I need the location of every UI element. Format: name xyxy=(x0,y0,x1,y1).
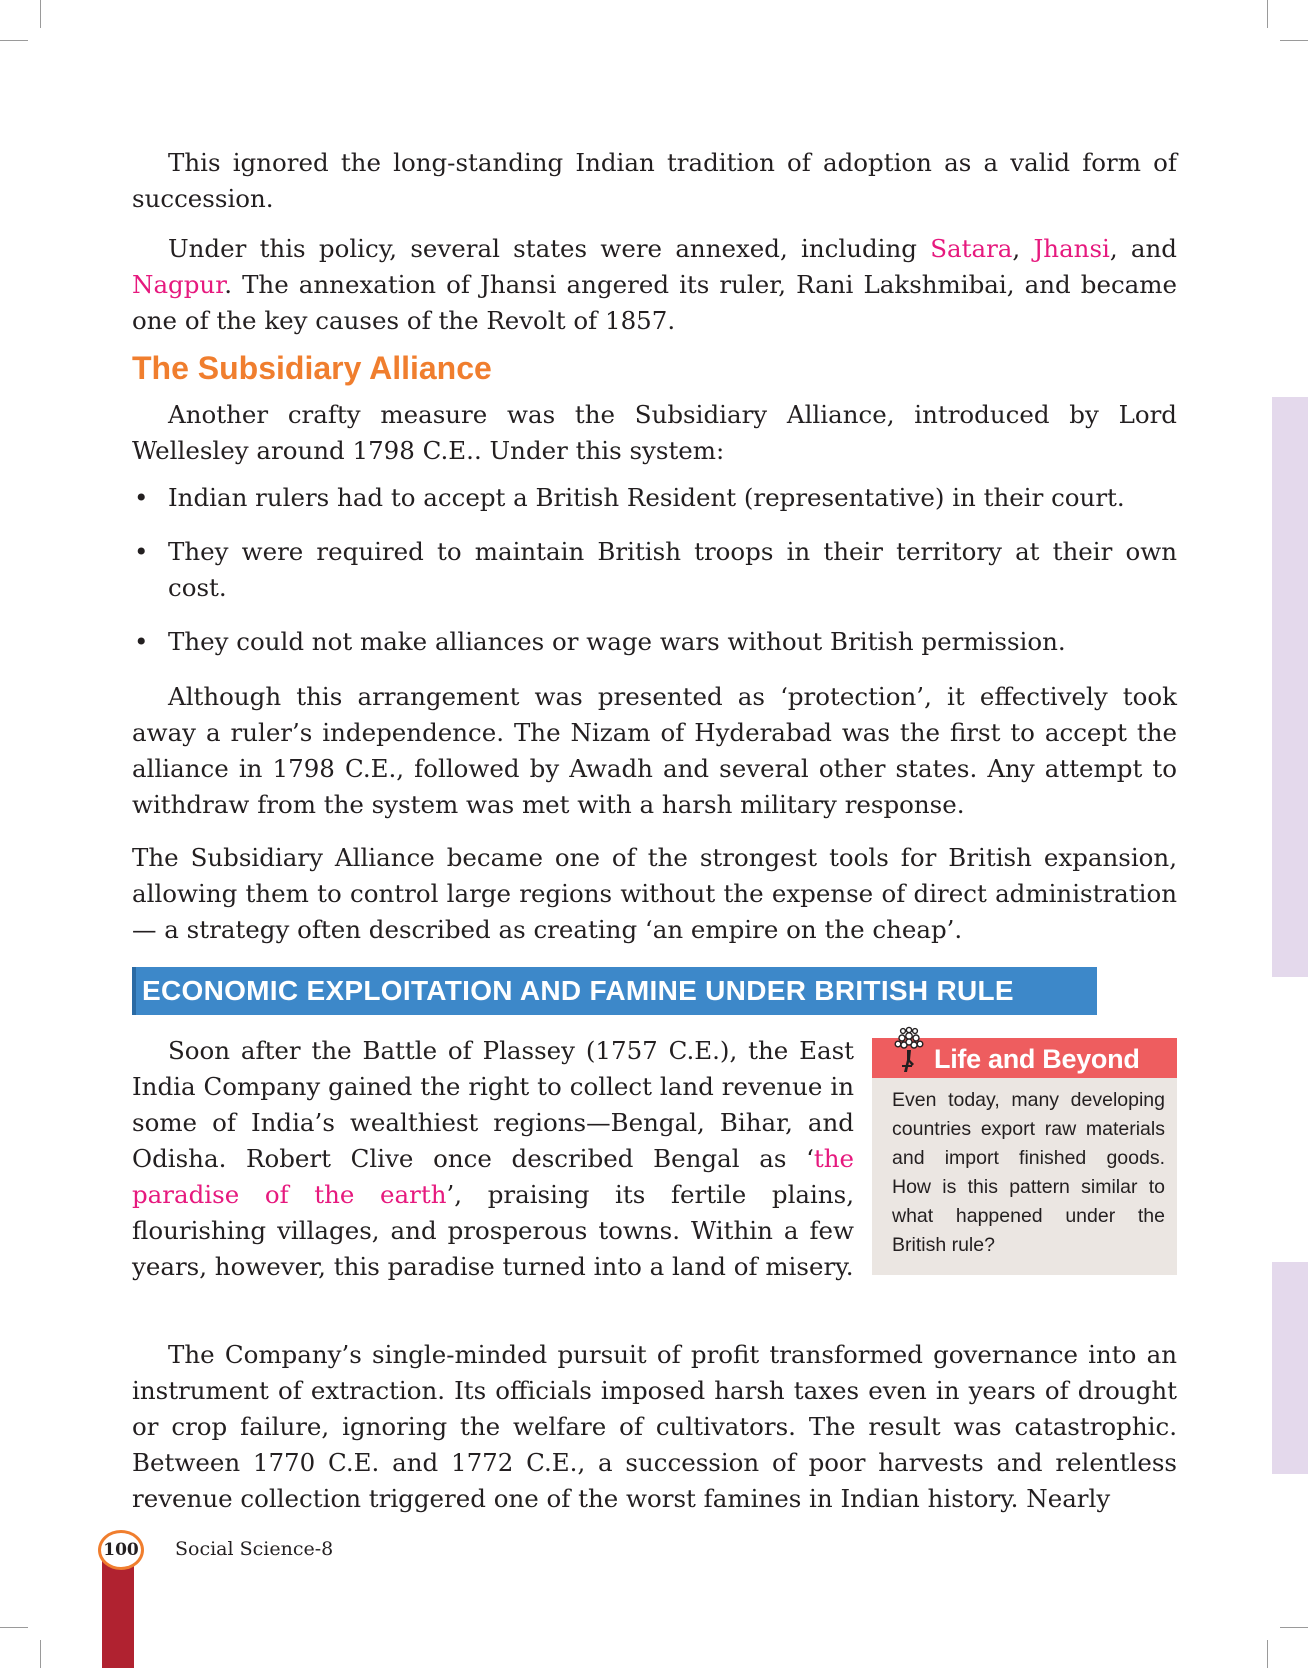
section-heading-subsidiary-alliance: The Subsidiary Alliance xyxy=(132,350,492,386)
paragraph-annexed-states xyxy=(132,231,1177,339)
list-item xyxy=(132,624,1177,660)
list-item-text: Indian rulers had to accept a British Resident (representative) in their court. xyxy=(168,483,1125,512)
place-satara: Satara xyxy=(930,234,1013,263)
text-run: Soon after the Battle of Plassey (1757 C.E.), the East India Company gained the right to collect land revenue in some of India’s wealthiest regions—Bengal, Bihar, and Odisha. Robert Clive once described Bengal as ‘ xyxy=(132,1036,854,1173)
place-jhansi: Jhansi xyxy=(1033,234,1110,263)
paragraph-subsidiary-intro: Another crafty measure was the Subsidiary Alliance, introduced by Lord Wellesley around 1798 C.E.. Under this system: xyxy=(132,400,1177,465)
life-and-beyond-box xyxy=(872,1038,1177,1275)
list-item xyxy=(132,480,1177,516)
tree-icon xyxy=(892,1026,926,1080)
place-nagpur: Nagpur xyxy=(132,270,225,299)
paragraph-empire-cheap: The Subsidiary Alliance became one of the strongest tools for British expansion, allowing them to control large regions without the expense of direct administration — a strategy often described as creating ‘an empire on the cheap’. xyxy=(132,843,1177,944)
paragraph-famine: The Company’s single-minded pursuit of profit transformed governance into an instrument of extraction. Its officials imposed harsh taxes even in years of drought or crop failure, ignoring the welfare of cultivators. The result was catastrophic. Between 1770 C.E. and 1772 C.E., a succession of poor harvests and relentless revenue collection triggered one of the worst famines in Indian history. Nearly xyxy=(132,1340,1177,1513)
crop-mark xyxy=(0,40,28,41)
life-and-beyond-title: Life and Beyond xyxy=(934,1044,1140,1074)
bullet-list xyxy=(132,480,1177,660)
page-number: 100 xyxy=(98,1530,144,1570)
bullet-dot: • xyxy=(134,627,149,656)
crop-mark xyxy=(40,1640,41,1668)
paragraph-adoption: This ignored the long-standing Indian tradition of adoption as a valid form of succession. xyxy=(132,148,1177,213)
text-run: ’, praising its fertile plains, flourishing villages, and prosperous towns. Within a few years, however, this paradise turned into a land of misery. xyxy=(132,1180,854,1281)
text-run: , and xyxy=(1109,234,1177,263)
text-run: . The annexation of Jhansi angered its ruler, Rani Lakshmibai, and became one of the key causes of the Revolt of 1857. xyxy=(132,270,1177,335)
life-and-beyond-text: Even today, many developing countries export raw materials and import finished goods. How is this pattern similar to what happened under the British rule? xyxy=(892,1089,1165,1256)
book-title: Social Science-8 xyxy=(175,1538,334,1560)
crop-mark xyxy=(1280,40,1308,41)
crop-mark xyxy=(1280,1627,1308,1628)
paragraph-plassey xyxy=(132,1033,854,1285)
bullet-dot: • xyxy=(134,483,149,512)
section-banner-economic-exploitation: ECONOMIC EXPLOITATION AND FAMINE UNDER BRITISH RULE xyxy=(132,967,1097,1015)
crop-mark xyxy=(0,1627,28,1628)
list-item-text: They could not make alliances or wage wars without British permission. xyxy=(168,627,1066,656)
side-tab-bottom xyxy=(1272,1262,1308,1474)
list-item-text: They were required to maintain British troops in their territory at their own cost. xyxy=(168,537,1177,602)
quote-paradise: the paradise of the earth xyxy=(132,1144,854,1209)
bullet-dot: • xyxy=(134,537,149,566)
text-run: Under this policy, several states were annexed, including xyxy=(168,234,931,263)
list-item xyxy=(132,534,1177,606)
paragraph-protection: Although this arrangement was presented as ‘protection’, it effectively took away a ruler’s independence. The Nizam of Hyderabad was the first to accept the alliance in 1798 C.E., followed by Awadh and several other states. Any attempt to withdraw from the system was met with a harsh military response. xyxy=(132,682,1177,819)
life-and-beyond-header xyxy=(872,1038,1177,1078)
crop-mark xyxy=(40,0,41,28)
side-tab-top xyxy=(1272,397,1308,977)
crop-mark xyxy=(1267,0,1268,28)
text-run: , xyxy=(1012,234,1034,263)
crop-mark xyxy=(1267,1640,1268,1668)
